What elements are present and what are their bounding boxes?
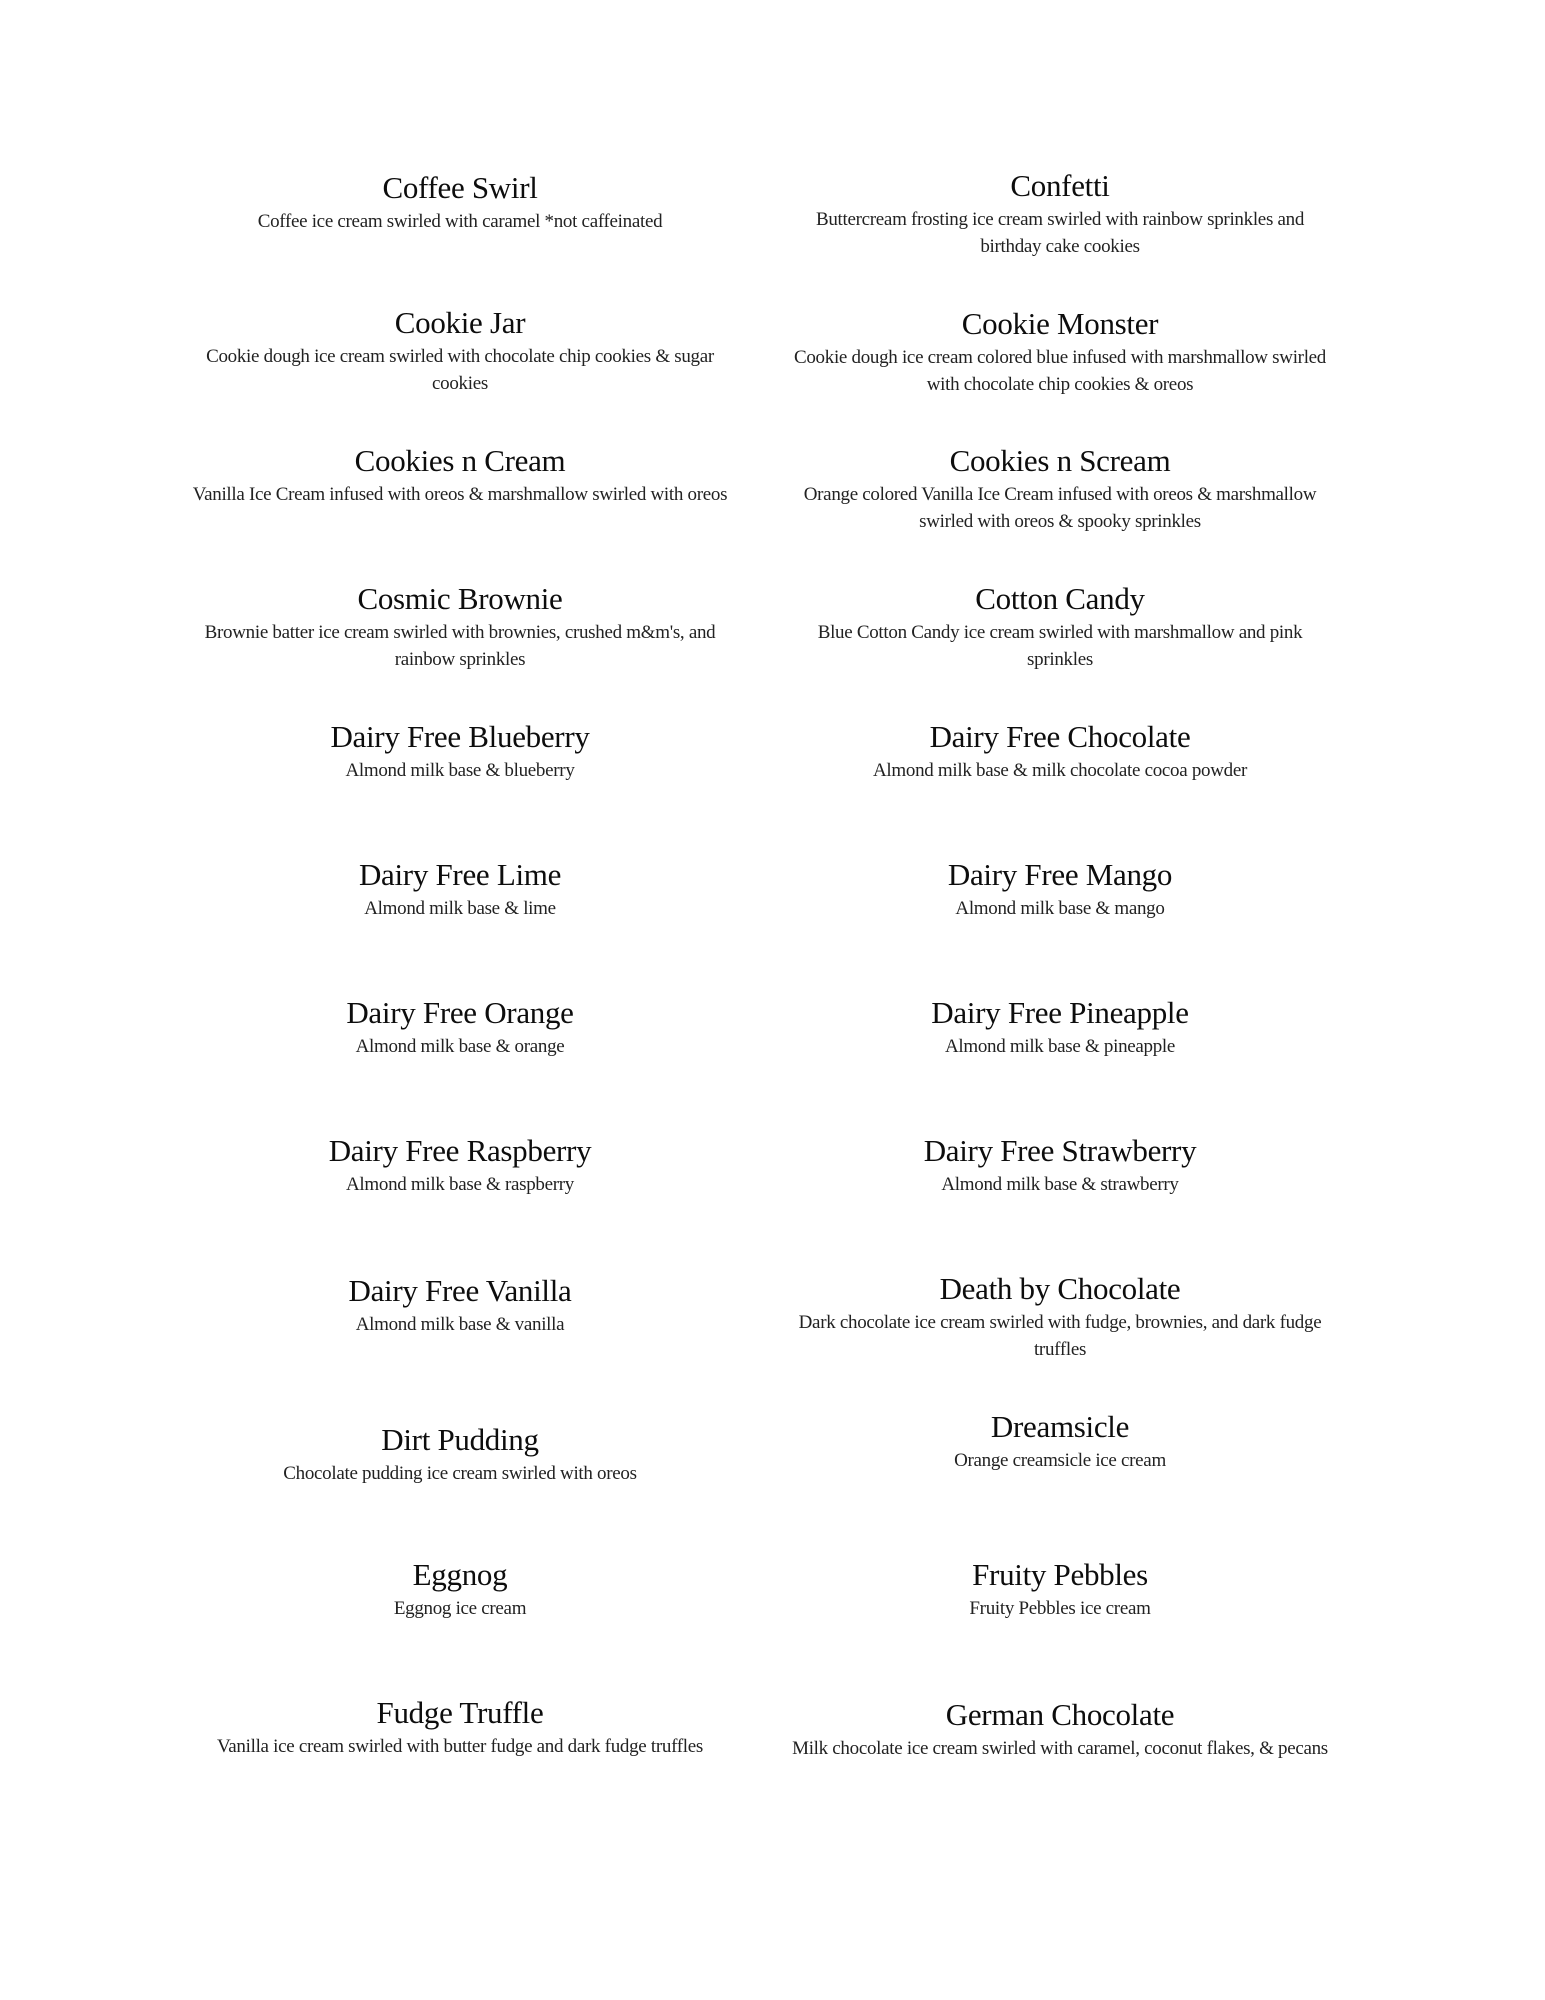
flavor-item (190, 170, 730, 235)
flavor-item (790, 719, 1330, 784)
flavor-description: Almond milk base & blueberry (345, 760, 575, 781)
flavor-description: Orange colored Vanilla Ice Cream infused with oreos & marshmallow swirled with oreos & spooky sprinkles (803, 484, 1317, 532)
flavor-item (790, 1409, 1330, 1474)
flavor-name: Fruity Pebbles (972, 1557, 1148, 1592)
flavor-item (790, 1697, 1330, 1762)
flavor-name: Dairy Free Blueberry (330, 719, 590, 754)
flavor-description: Orange creamsicle ice cream (954, 1450, 1166, 1471)
flavor-description: Almond milk base & raspberry (346, 1174, 574, 1195)
flavor-item (790, 857, 1330, 922)
flavor-item (790, 443, 1330, 535)
flavor-item (190, 719, 730, 784)
flavor-name: Dirt Pudding (381, 1422, 539, 1457)
flavor-description: Almond milk base & strawberry (941, 1174, 1179, 1195)
flavor-item (190, 1695, 730, 1760)
flavor-name: Eggnog (412, 1557, 508, 1592)
flavor-item (190, 581, 730, 673)
flavor-item (790, 168, 1330, 260)
flavor-description: Cookie dough ice cream colored blue infused with marshmallow swirled with chocolate chip cookies & oreos (793, 347, 1327, 395)
flavor-name: Cookie Monster (961, 306, 1159, 341)
flavor-item (790, 995, 1330, 1060)
flavor-description: Eggnog ice cream (393, 1598, 527, 1619)
flavor-item (190, 1557, 730, 1622)
flavor-description: Chocolate pudding ice cream swirled with oreos (283, 1463, 637, 1484)
flavor-item (190, 1422, 730, 1487)
flavor-description: Vanilla ice cream swirled with butter fudge and dark fudge truffles (216, 1736, 704, 1757)
flavor-name: Cosmic Brownie (357, 581, 563, 616)
flavor-item (790, 306, 1330, 398)
flavor-item (790, 1271, 1330, 1363)
flavor-item (790, 1133, 1330, 1198)
flavor-name: Dairy Free Mango (947, 857, 1173, 892)
flavor-item (790, 581, 1330, 673)
flavor-name: Dairy Free Orange (346, 995, 574, 1030)
flavor-name: German Chocolate (945, 1697, 1175, 1732)
flavor-description: Buttercream frosting ice cream swirled with rainbow sprinkles and birthday cake cookies (815, 209, 1305, 257)
flavor-description: Fruity Pebbles ice cream (969, 1598, 1151, 1619)
flavor-name: Dairy Free Chocolate (929, 719, 1191, 754)
flavor-item (190, 1133, 730, 1198)
flavor-item (190, 1273, 730, 1338)
flavor-description: Blue Cotton Candy ice cream swirled with marshmallow and pink sprinkles (817, 622, 1303, 670)
flavor-name: Coffee Swirl (382, 170, 538, 205)
flavor-description: Milk chocolate ice cream swirled with caramel, coconut flakes, & pecans (792, 1738, 1328, 1759)
flavor-name: Dairy Free Strawberry (923, 1133, 1197, 1168)
flavor-name: Dairy Free Lime (358, 857, 562, 892)
flavor-description: Almond milk base & lime (364, 898, 556, 919)
flavor-item (190, 995, 730, 1060)
flavor-description: Almond milk base & vanilla (355, 1314, 565, 1335)
flavor-description: Almond milk base & milk chocolate cocoa powder (872, 760, 1247, 781)
flavor-item (190, 857, 730, 922)
flavor-description: Almond milk base & mango (955, 898, 1165, 919)
flavor-description: Almond milk base & orange (355, 1036, 565, 1057)
flavor-name: Confetti (1010, 168, 1110, 203)
flavor-name: Dairy Free Raspberry (328, 1133, 592, 1168)
flavor-name: Fudge Truffle (376, 1695, 544, 1730)
flavor-description: Brownie batter ice cream swirled with brownies, crushed m&m's, and rainbow sprinkles (204, 622, 716, 670)
flavor-description: Almond milk base & pineapple (944, 1036, 1176, 1057)
flavor-name: Cookies n Scream (949, 443, 1171, 478)
flavor-description: Vanilla Ice Cream infused with oreos & marshmallow swirled with oreos (192, 484, 728, 505)
flavor-description: Dark chocolate ice cream swirled with fudge, brownies, and dark fudge truffles (798, 1312, 1322, 1360)
flavor-name: Cookie Jar (394, 305, 526, 340)
flavor-description: Coffee ice cream swirled with caramel *not caffeinated (257, 211, 663, 232)
flavor-item (190, 305, 730, 397)
flavor-name: Cookies n Cream (354, 443, 566, 478)
flavor-item (790, 1557, 1330, 1622)
flavor-name: Death by Chocolate (939, 1271, 1181, 1306)
flavor-name: Cotton Candy (975, 581, 1145, 616)
flavor-name: Dreamsicle (990, 1409, 1130, 1444)
flavor-name: Dairy Free Pineapple (931, 995, 1189, 1030)
flavor-item (190, 443, 730, 508)
flavor-name: Dairy Free Vanilla (348, 1273, 572, 1308)
flavor-description: Cookie dough ice cream swirled with chocolate chip cookies & sugar cookies (206, 346, 714, 394)
